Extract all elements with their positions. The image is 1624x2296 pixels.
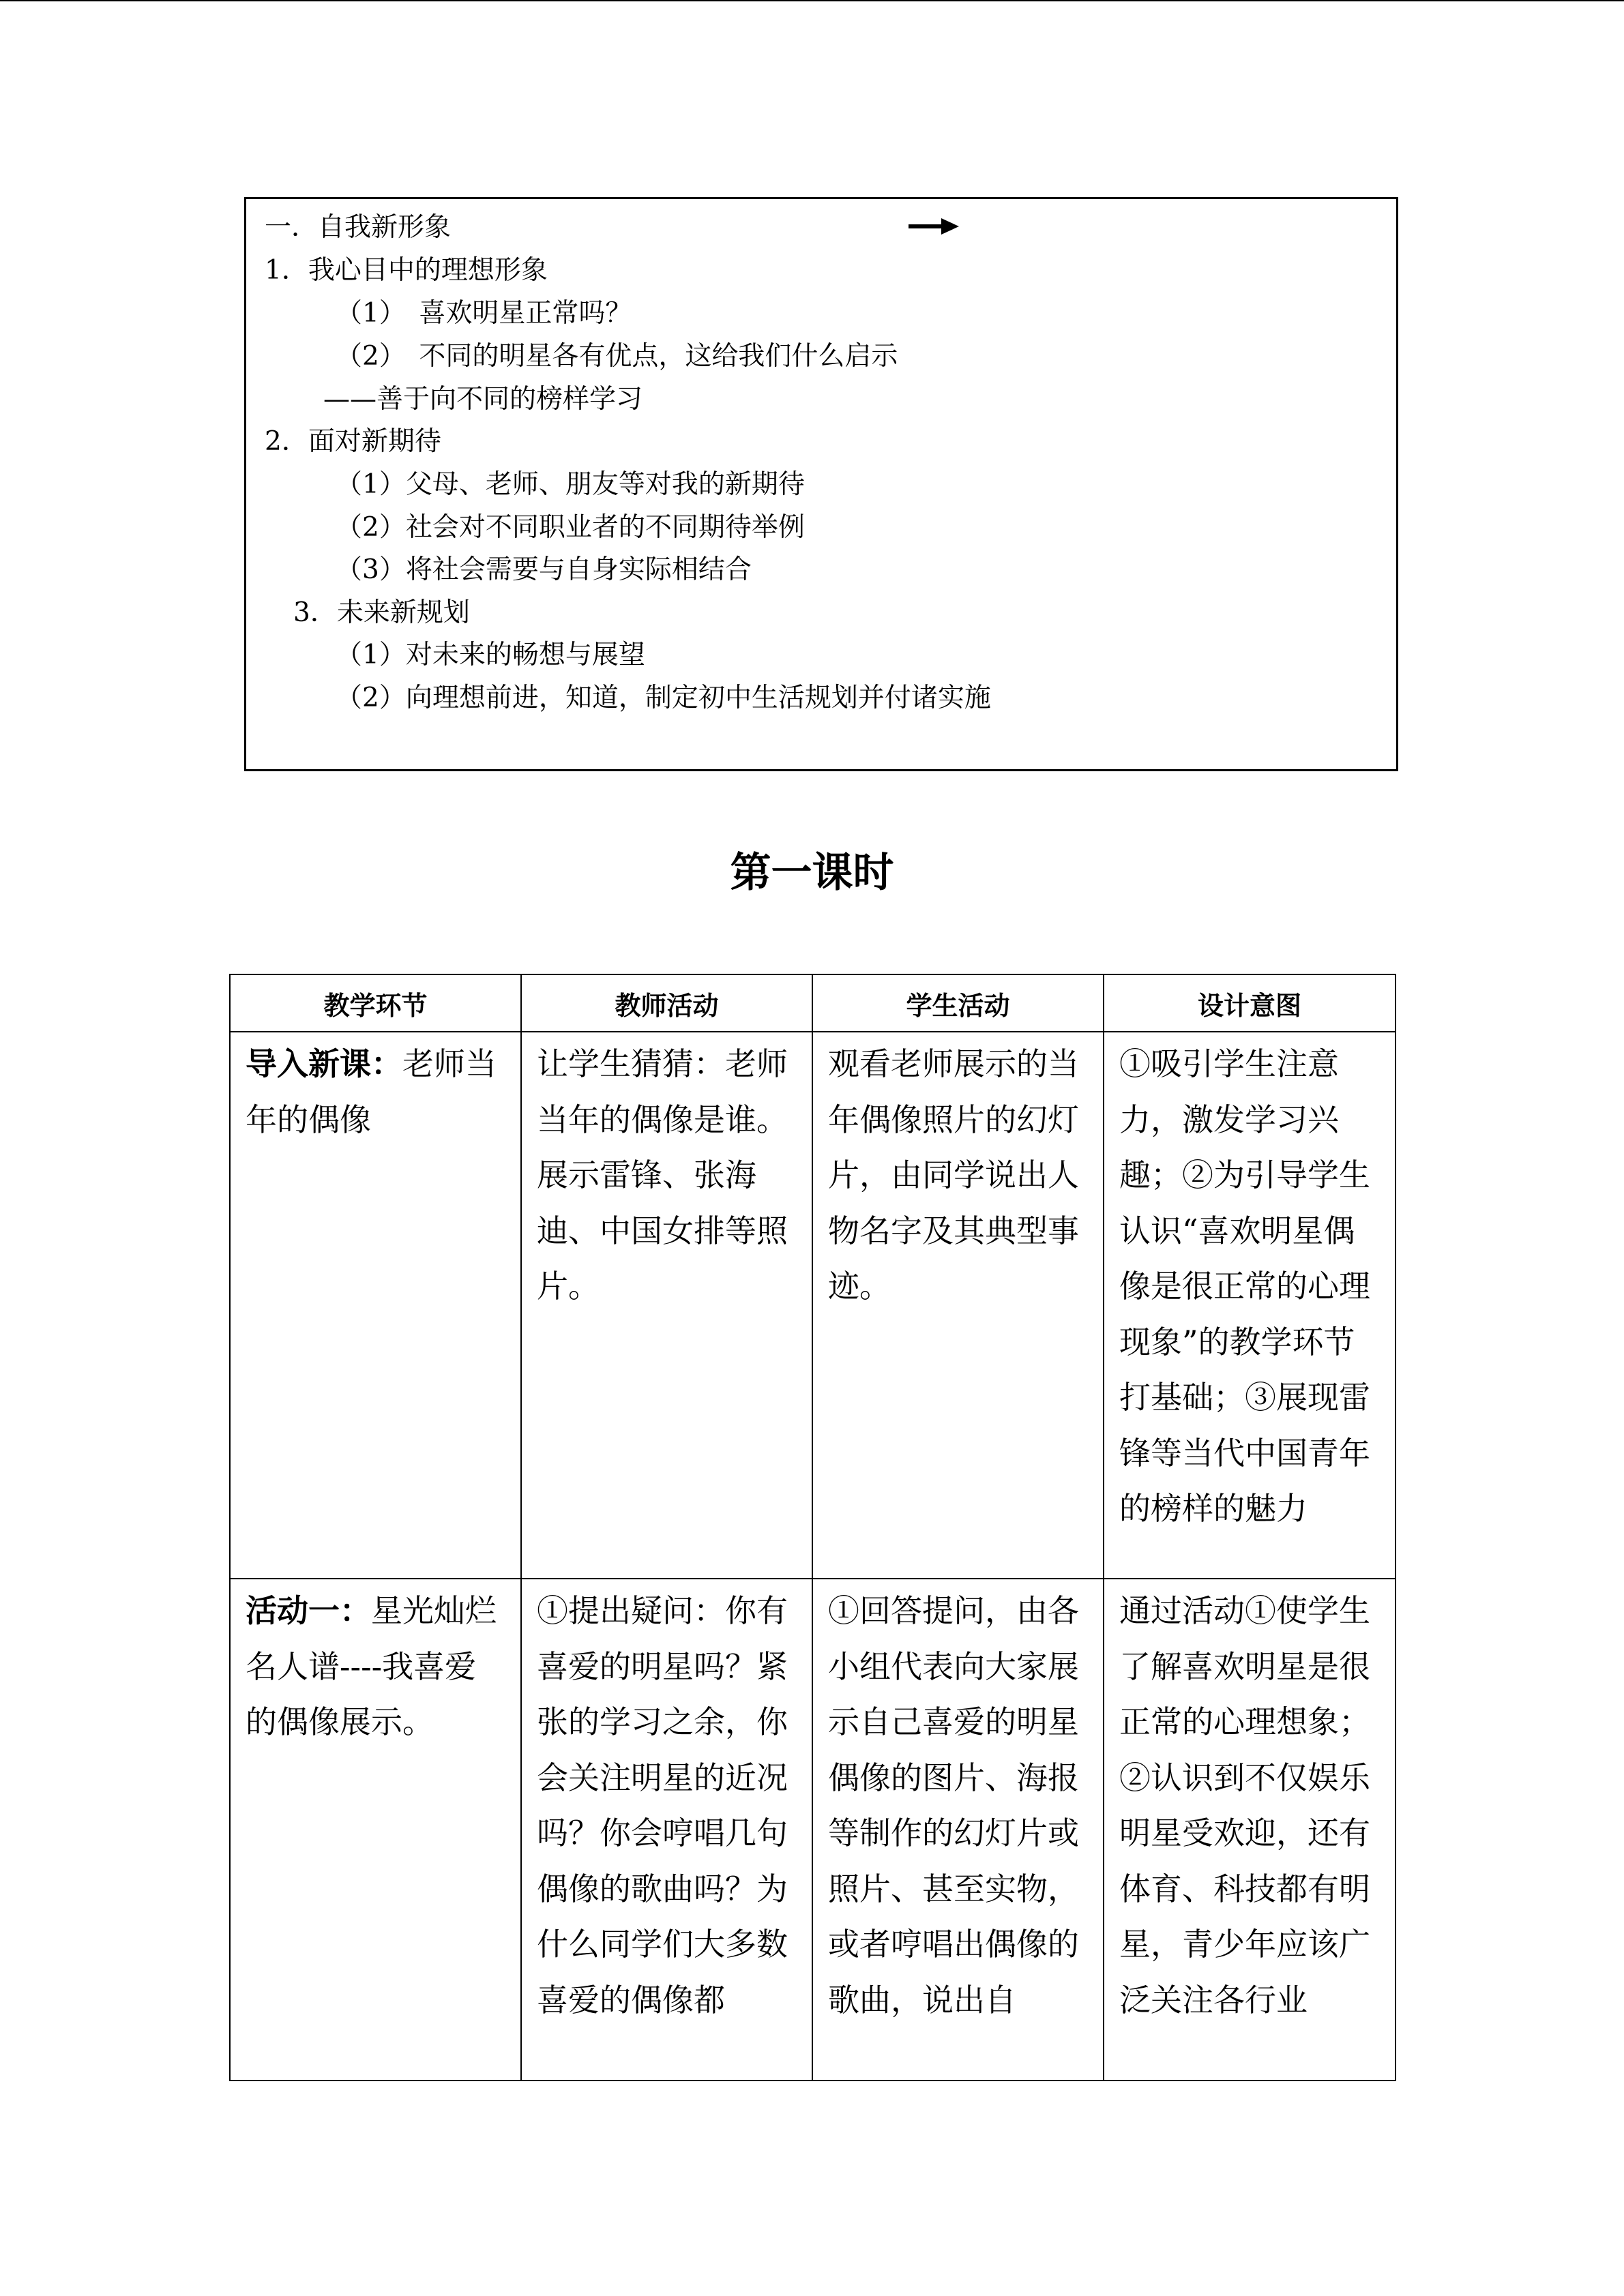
outline-item: （1） 喜欢明星正常吗？ [336, 298, 632, 329]
stage-label: 导入新课： [246, 1045, 402, 1082]
stage-label: 活动一： [246, 1592, 371, 1629]
outline-item: ——善于向不同的榜样学习 [323, 384, 643, 415]
teacher-text: 让学生猜猜：老师当年的偶像是谁。展示雷锋、张海迪、中国女排等照片。 [537, 1045, 788, 1304]
header-teacher-activity: 教师活动 [521, 974, 812, 1032]
lesson-plan-table [229, 974, 1396, 2081]
outline-item: （3）将社会需要与自身实际相结合 [336, 554, 752, 585]
outline-item: 3．未来新规划 [293, 597, 470, 628]
outline-item: （1）对未来的畅想与展望 [336, 640, 645, 670]
outline-item: （2） 不同的明星各有优点，这给我们什么启示 [336, 341, 898, 372]
table-row [230, 1032, 1396, 1579]
intent-text: 通过活动①使学生了解喜欢明星是很正常的心理想象；②认识到不仅娱乐明星受欢迎，还有体育、科技都有明星，青少年应该广泛关注各行业 [1119, 1592, 1370, 2018]
table-row [230, 1579, 1396, 2081]
stage-cell [230, 1579, 521, 2081]
outline-item: 1．我心目中的理想形象 [265, 255, 548, 286]
student-text: 观看老师展示的当年偶像照片的幻灯片，由同学说出人物名字及其典型事迹。 [828, 1045, 1079, 1304]
teacher-cell [521, 1032, 812, 1579]
outline-item: （1）父母、老师、朋友等对我的新期待 [336, 469, 805, 500]
page-top-border [0, 0, 1624, 1]
stage-text: 星光灿烂名人谱----我喜爱的偶像展示。 [246, 1592, 497, 1740]
header-teaching-stage: 教学环节 [230, 974, 521, 1032]
intent-text: ①吸引学生注意力，激发学习兴趣；②为引导学生认识“喜欢明星偶像是很正常的心理现象”的教学环节打基础；③展现雷锋等当代中国青年的榜样的魅力 [1119, 1045, 1370, 1527]
student-text: ①回答提问，由各小组代表向大家展示自己喜爱的明星偶像的图片、海报等制作的幻灯片或照片、甚至实物，或者哼唱出偶像的歌曲，说出自 [828, 1592, 1079, 2018]
outline-item: （2）社会对不同职业者的不同期待举例 [336, 512, 805, 543]
lesson-title: 第一课时 [730, 849, 894, 897]
student-cell [812, 1032, 1104, 1579]
header-design-intent: 设计意图 [1104, 974, 1396, 1032]
outline-item: 2．面对新期待 [265, 426, 441, 457]
stage-cell [230, 1032, 521, 1579]
outline-heading: 一．自我新形象 [265, 212, 452, 243]
outline-item: （2）向理想前进，知道，制定初中生活规划并付诸实施 [336, 683, 991, 713]
stage-text: 老师当年的偶像 [246, 1045, 497, 1138]
student-cell [812, 1579, 1104, 2081]
teacher-text: ①提出疑问：你有喜爱的明星吗？紧张的学习之余，你会关注明星的近况吗？你会哼唱几句偶像的歌曲吗？为什么同学们大多数喜爱的偶像都 [537, 1592, 788, 2018]
header-student-activity: 学生活动 [812, 974, 1104, 1032]
table-header-row [230, 974, 1396, 1032]
intent-cell [1104, 1579, 1396, 2081]
teacher-cell [521, 1579, 812, 2081]
right-arrow-icon [907, 213, 960, 240]
intent-cell [1104, 1032, 1396, 1579]
